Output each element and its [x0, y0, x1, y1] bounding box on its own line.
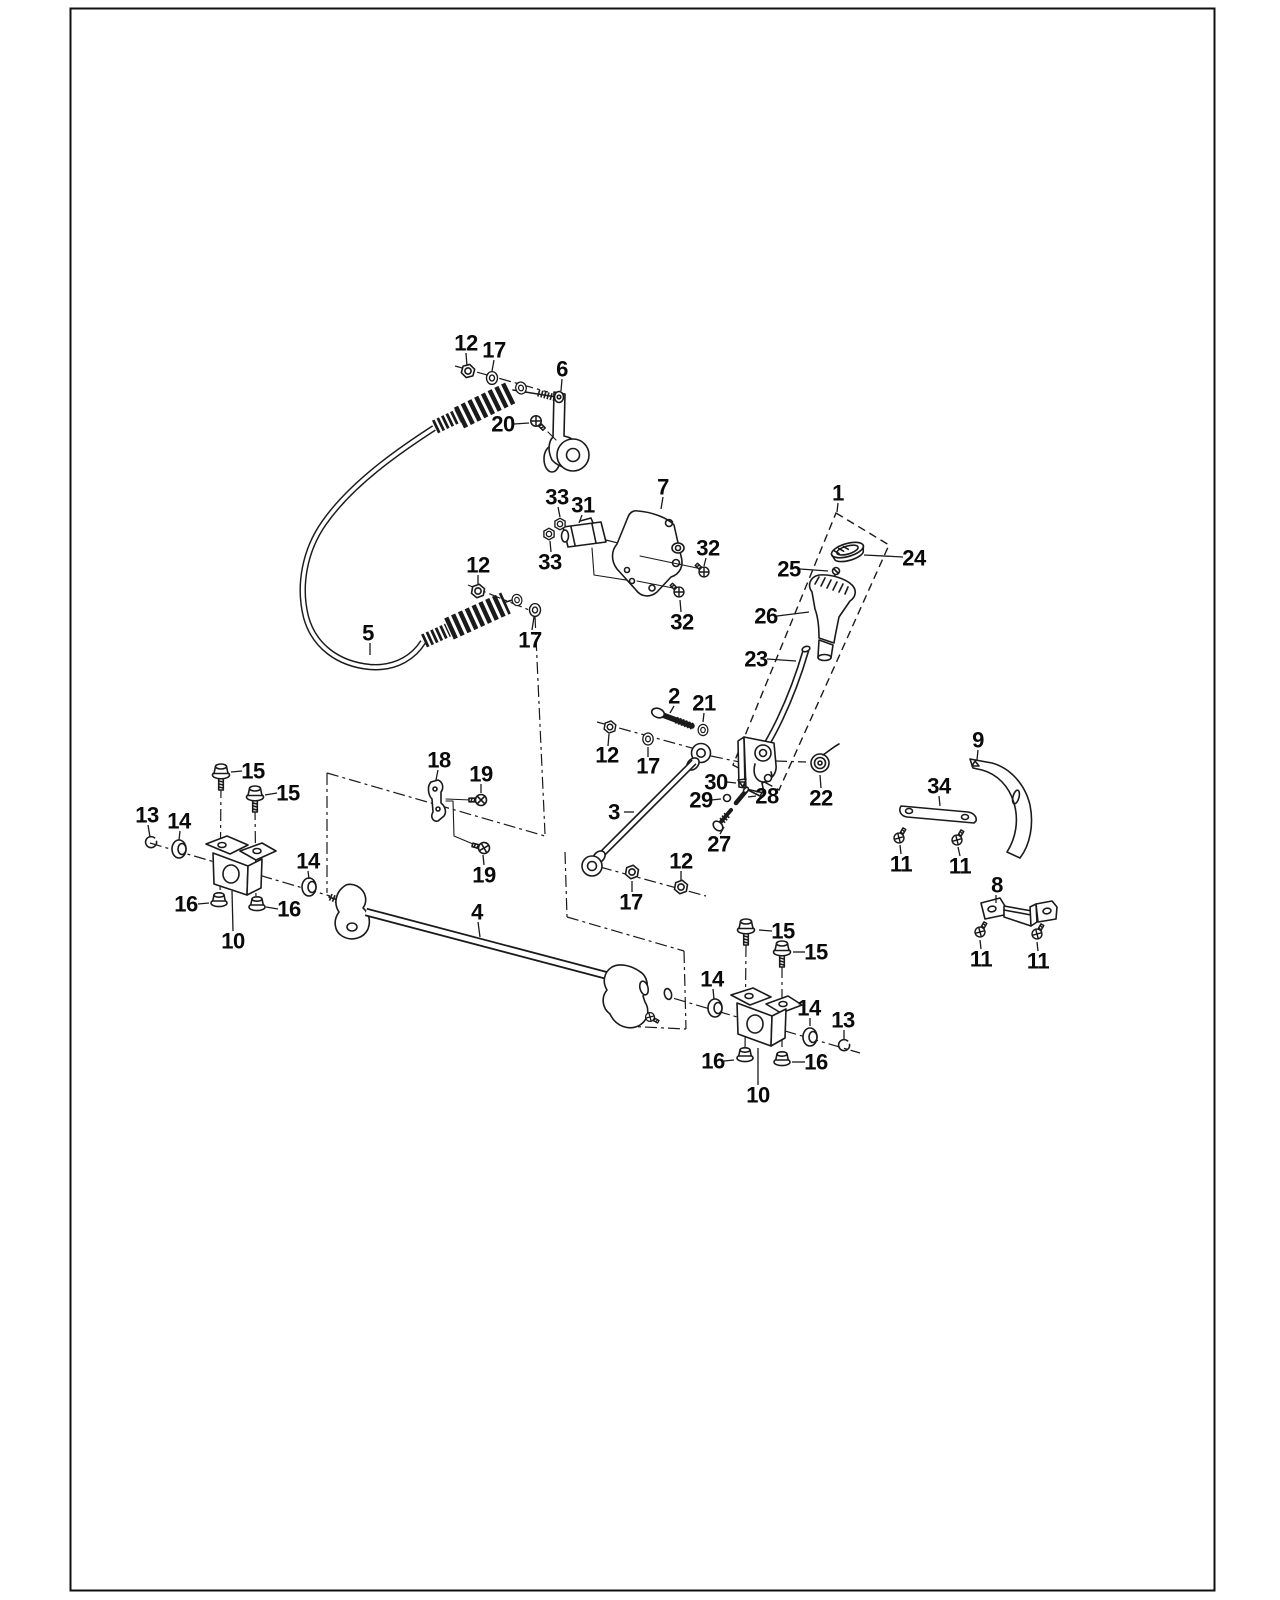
part-label-15-34: 15 — [276, 780, 300, 806]
nut-33-a — [555, 518, 565, 530]
part-label-11-44: 11 — [889, 851, 913, 877]
part-label-17-21: 17 — [636, 753, 660, 779]
part-label-15-33: 15 — [241, 758, 265, 784]
part-label-1-13: 1 — [832, 480, 844, 506]
part-label-9-22: 9 — [972, 727, 984, 753]
part-label-6-2: 6 — [556, 356, 568, 382]
part-label-15-49: 15 — [771, 918, 795, 944]
part-label-10-56: 10 — [746, 1082, 770, 1108]
nut-33-b — [544, 528, 554, 540]
part-label-5-12: 5 — [362, 620, 374, 646]
part-label-16-39: 16 — [277, 896, 301, 922]
part-label-2-18: 2 — [668, 683, 680, 709]
part-label-24-14: 24 — [902, 545, 926, 571]
washer-17-rod — [643, 733, 653, 745]
part-label-16-55: 16 — [804, 1049, 828, 1075]
part-label-4-41: 4 — [471, 899, 483, 925]
part-label-22-27: 22 — [809, 785, 833, 811]
part-label-12-0: 12 — [454, 330, 478, 356]
part-label-19-31: 19 — [469, 761, 493, 787]
part-label-17-43: 17 — [619, 889, 643, 915]
part-label-14-36: 14 — [167, 808, 191, 834]
part-label-12-9: 12 — [466, 552, 490, 578]
washer-14-b — [302, 878, 316, 896]
part-label-3-28: 3 — [608, 799, 620, 825]
part-label-31-5: 31 — [571, 492, 595, 518]
part-label-11-45: 11 — [948, 853, 972, 879]
nut-16-b — [249, 897, 265, 911]
part-label-12-42: 12 — [669, 848, 693, 874]
washer-17-mid — [529, 604, 540, 617]
part-label-19-32: 19 — [472, 862, 496, 888]
washer-21 — [698, 724, 708, 735]
page-border — [71, 9, 1215, 1591]
part-label-13-53: 13 — [831, 1007, 855, 1033]
nut-16-d — [774, 1052, 790, 1066]
part-label-17-1: 17 — [482, 337, 506, 363]
part-label-27-29: 27 — [707, 831, 731, 857]
nut-16-a — [211, 893, 227, 907]
washer-17-top — [486, 372, 497, 385]
part-label-11-48: 11 — [1026, 948, 1050, 974]
part-label-29-26: 29 — [689, 787, 713, 813]
part-label-32-11: 32 — [670, 609, 694, 635]
part-label-23-17: 23 — [744, 646, 768, 672]
ball-29 — [724, 795, 731, 802]
part-label-18-30: 18 — [427, 747, 451, 773]
part-label-14-52: 14 — [797, 995, 821, 1021]
part-label-33-4: 33 — [545, 484, 569, 510]
part-label-34-23: 34 — [927, 773, 951, 799]
pivot-hole — [555, 392, 564, 403]
part-label-12-20: 12 — [595, 742, 619, 768]
part-label-14-37: 14 — [296, 848, 320, 874]
part-label-10-40: 10 — [221, 928, 245, 954]
part-label-14-51: 14 — [700, 966, 724, 992]
bushing-14 — [172, 840, 186, 858]
part-label-11-47: 11 — [969, 946, 993, 972]
part-label-28-25: 28 — [755, 783, 779, 809]
part-label-21-19: 21 — [692, 690, 716, 716]
part-label-15-50: 15 — [804, 939, 828, 965]
nut-16-c — [737, 1048, 753, 1062]
part-label-26-16: 26 — [754, 603, 778, 629]
part-label-16-38: 16 — [174, 891, 198, 917]
part-label-13-35: 13 — [135, 802, 159, 828]
part-label-17-10: 17 — [518, 627, 542, 653]
part-label-16-54: 16 — [701, 1048, 725, 1074]
part-label-30-24: 30 — [704, 769, 728, 795]
part-label-33-8: 33 — [538, 549, 562, 575]
part-label-7-6: 7 — [657, 474, 669, 500]
washer-14-c — [708, 999, 722, 1017]
part-label-8-46: 8 — [991, 872, 1003, 898]
washer-14-d — [803, 1028, 817, 1046]
part-label-25-15: 25 — [777, 556, 801, 582]
part-label-20-3: 20 — [491, 411, 515, 437]
part-label-32-7: 32 — [696, 535, 720, 561]
